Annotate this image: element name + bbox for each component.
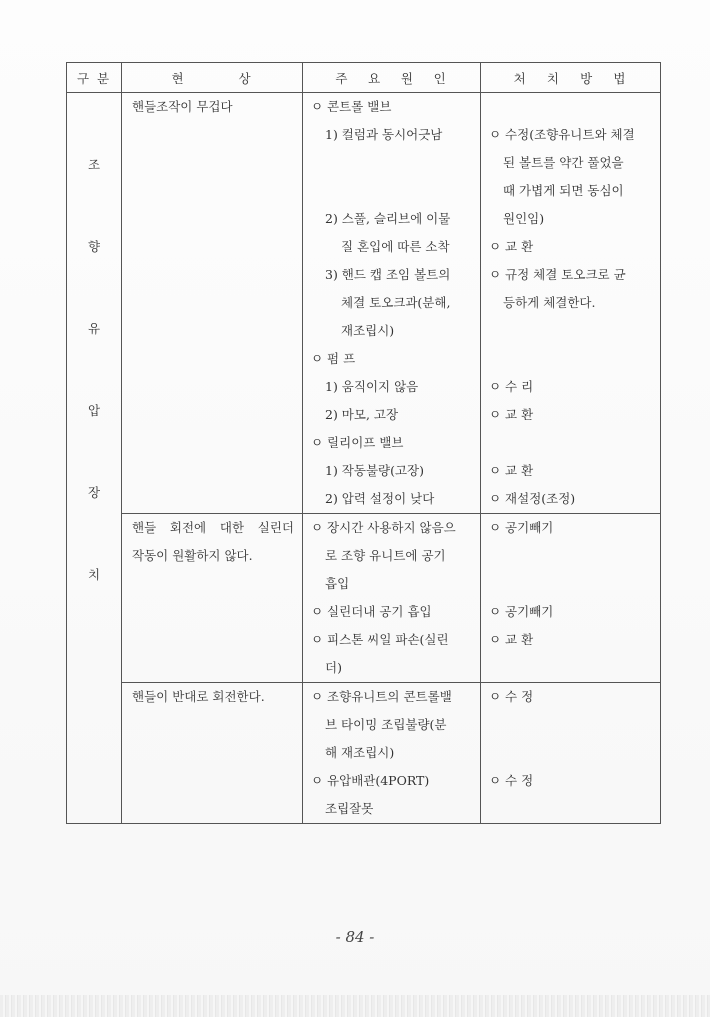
remedy-line [489, 429, 652, 457]
cause-line: ㅇ 실린더내 공기 흡입 [311, 604, 432, 619]
remedy-cell [481, 93, 661, 514]
remedy-line: ㅇ 교 환 [489, 632, 534, 647]
table-row [67, 93, 661, 514]
remedy-line: ㅇ 재설정(조정) [489, 491, 576, 506]
cause-cell [303, 93, 481, 514]
cause-line: 2) 압력 설정이 낮다 [325, 491, 435, 506]
symptom-text: 핸들조작이 무겁다 [132, 99, 233, 114]
scan-edge [0, 995, 710, 1017]
cause-line: 1) 움직이지 않음 [325, 379, 419, 394]
remedy-line: ㅇ 수 정 [489, 773, 534, 788]
category-char: 조 [87, 157, 101, 172]
troubleshooting-table [66, 62, 661, 824]
remedy-line: ㅇ 교 환 [489, 239, 534, 254]
remedy-line: ㅇ 교 환 [489, 407, 534, 422]
remedy-cell [481, 683, 661, 824]
remedy-line: ㅇ 공기빼기 [489, 520, 554, 535]
cause-line [311, 149, 472, 177]
cause-line: ㅇ 장시간 사용하지 않음으 [311, 520, 456, 535]
remedy-line [489, 93, 652, 121]
remedy-line: ㅇ 수 정 [489, 689, 534, 704]
remedy-line [489, 795, 652, 823]
remedy-line: ㅇ 공기빼기 [489, 604, 554, 619]
cause-line: 브 타이밍 조립불량(분 [325, 717, 447, 732]
remedy-line: 때 가볍게 되면 동심이 [503, 183, 624, 198]
category-char: 압 [87, 403, 101, 418]
remedy-line: ㅇ 규정 체결 토오크로 균 [489, 267, 626, 282]
category-char: 장 [87, 485, 101, 500]
remedy-line: ㅇ 수 리 [489, 379, 534, 394]
table-row [67, 683, 661, 824]
cause-line: ㅇ 릴리이프 밸브 [311, 435, 404, 450]
remedy-line: ㅇ 수정(조향유니트와 체결 [489, 127, 635, 142]
header-symptom: 현 상 [122, 63, 303, 93]
table-header-row [67, 63, 661, 93]
cause-line: ㅇ 유압배관(4PORT) [311, 773, 430, 788]
remedy-cell [481, 514, 661, 683]
category-cell [67, 93, 122, 824]
remedy-line: 등하게 체결한다. [503, 295, 596, 310]
header-remedy: 처 치 방 법 [481, 63, 661, 93]
category-char: 향 [87, 239, 101, 254]
header-cause: 주 요 원 인 [303, 63, 481, 93]
cause-line: 해 재조립시) [325, 745, 395, 760]
cause-line: ㅇ 피스톤 씨일 파손(실린 [311, 632, 449, 647]
cause-line: 질 혼입에 따른 소착 [341, 239, 450, 254]
header-category: 구 분 [67, 63, 122, 93]
category-char: 치 [87, 567, 101, 582]
cause-line [311, 177, 472, 205]
cause-line: 1) 컬럼과 동시어긋남 [325, 127, 443, 142]
remedy-line [489, 711, 652, 739]
cause-line: ㅇ 콘트롤 밸브 [311, 99, 392, 114]
symptom-cell [122, 93, 303, 514]
cause-line: 재조립시) [341, 323, 395, 338]
remedy-line: ㅇ 교 환 [489, 463, 534, 478]
remedy-line: 원인임) [503, 211, 545, 226]
cause-line: 흡입 [325, 576, 350, 591]
remedy-line [489, 345, 652, 373]
cause-line: 3) 핸드 캡 조임 볼트의 [325, 267, 451, 282]
cause-cell [303, 514, 481, 683]
page-number: - 84 - [335, 928, 375, 946]
symptom-cell [122, 514, 303, 683]
cause-cell [303, 683, 481, 824]
cause-line: 조립잘못 [325, 801, 374, 816]
remedy-line [489, 654, 652, 682]
remedy-line [489, 542, 652, 570]
remedy-line [489, 570, 652, 598]
cause-line: ㅇ 펌 프 [311, 351, 356, 366]
remedy-line [489, 739, 652, 767]
symptom-text: 핸들이 반대로 회전한다. [132, 689, 265, 704]
symptom-text: 작동이 원활하지 않다. [132, 548, 253, 563]
remedy-line: 된 볼트를 약간 풀었을 [503, 155, 624, 170]
cause-line: 2) 마모, 고장 [325, 407, 399, 422]
cause-line: 체결 토오크과(분해, [341, 295, 451, 310]
symptom-text: 핸들 회전에 대한 실린더 [132, 520, 294, 535]
category-char: 유 [87, 321, 101, 336]
symptom-cell [122, 683, 303, 824]
cause-line: 2) 스풀, 슬리브에 이물 [325, 211, 451, 226]
cause-line: ㅇ 조향유니트의 콘트롤밸 [311, 689, 452, 704]
cause-line: 더) [325, 660, 342, 675]
cause-line: 로 조향 유니트에 공기 [325, 548, 446, 563]
table-row [67, 514, 661, 683]
cause-line: 1) 작동불량(고장) [325, 463, 425, 478]
remedy-line [489, 317, 652, 345]
